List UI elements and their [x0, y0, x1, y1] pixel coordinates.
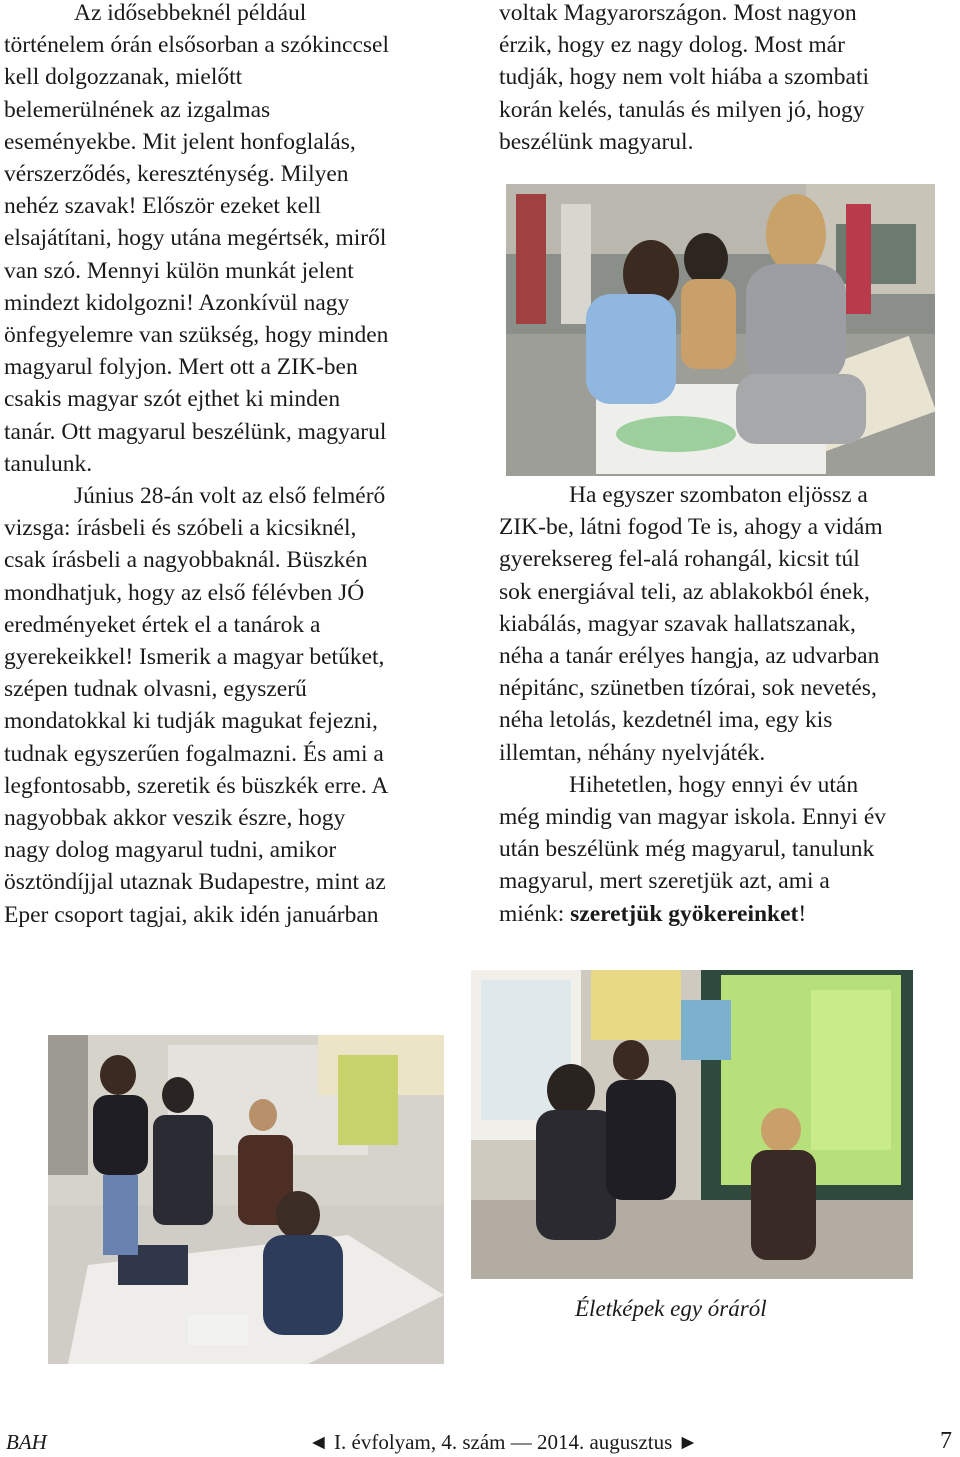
text-line: történelem órán elsősorban a szókinccsel [4, 32, 389, 59]
text-line: gyereksereg fel-alá rohangál, kicsit túl [499, 546, 860, 573]
left-column [4, 0, 474, 931]
photo-classroom-presentation [471, 970, 913, 1279]
text-line: csak írásbeli a nagyobbaknál. Büszkén [4, 547, 368, 574]
text-line-last [499, 898, 957, 930]
text-line: sok energiával teli, az ablakokból ének, [499, 578, 870, 605]
text-line: kell dolgozzanak, mielőtt [4, 64, 243, 91]
right-column-top [499, 0, 957, 158]
text-line: önfegyelemre van szükség, hogy minden [4, 322, 389, 349]
text-line: még mindig van magyar iskola. Ennyi év [499, 804, 887, 831]
text-line: beszélünk magyarul. [499, 128, 694, 155]
text-line: voltak Magyarországon. Most nagyon [499, 0, 857, 26]
text-line: korán kelés, tanulás és milyen jó, hogy [499, 96, 865, 123]
footer-issue-info: ◄ I. évfolyam, 4. szám — 2014. augusztus ► [308, 1430, 699, 1454]
text-line: elsajátítani, hogy utána megértsék, miről [4, 225, 387, 252]
text-fragment: ! [798, 900, 807, 927]
text-line: néha letolás, kezdetnél ima, egy kis [499, 707, 833, 734]
text-line: illemtan, néhány nyelvjáték. [499, 739, 766, 766]
text-line: mondatokkal ki tudják magukat fejezni, [4, 708, 378, 735]
text-line: Hihetetlen, hogy ennyi év után [569, 771, 859, 798]
text-line: tanár. Ott magyarul beszélünk, magyarul [4, 418, 387, 445]
text-line: vérszerződés, kereszténység. Milyen [4, 161, 349, 188]
text-line: gyerekeikkel! Ismerik a magyar betűket, [4, 644, 385, 671]
text-line: után beszélünk még magyarul, tanulunk [499, 836, 875, 863]
text-line: csakis magyar szót ejthet ki minden [4, 386, 341, 413]
text-line: mondhatjuk, hogy az első félévben JÓ [4, 579, 365, 606]
text-line: eseményekbe. Mit jelent honfoglalás, [4, 128, 356, 155]
text-fragment: miénk: [499, 900, 571, 927]
text-line: nehéz szavak! Először ezeket kell [4, 193, 322, 220]
text-line: kiabálás, magyar szavak hallatszanak, [499, 610, 856, 637]
text-line: népitánc, szünetben tízórai, sok nevetés, [499, 675, 877, 702]
text-line: tudják, hogy nem volt hiába a szombati [499, 64, 870, 91]
text-line: nagy dolog magyarul tudni, amikor [4, 837, 337, 864]
text-line: nagyobbak akkor veszik észre, hogy [4, 805, 346, 832]
page-number: 7 [940, 1428, 952, 1454]
text-line: ZIK-be, látni fogod Te is, ahogy a vidám [499, 514, 883, 541]
photo-children-poster [506, 184, 935, 476]
text-line: magyarul, mert szeretjük azt, ami a [499, 868, 830, 895]
text-line: szépen tudnak olvasni, egyszerű [4, 676, 307, 703]
text-line: vizsga: írásbeli és szóbeli a kicsiknél, [4, 515, 357, 542]
photo-caption: Életképek egy óráról [575, 1296, 767, 1321]
text-line: van szó. Mennyi külön munkát jelent [4, 257, 354, 284]
text-line: legfontosabb, szeretik és büszkék erre. A [4, 772, 389, 799]
emphasis-text: szeretjük gyökereinket [570, 900, 799, 927]
text-line: ösztöndíjjal utaznak Budapestre, mint az [4, 869, 386, 896]
text-line: magyarul folyjon. Mert ott a ZIK-ben [4, 354, 358, 381]
text-line: eredményeket értek el a tanárok a [4, 611, 321, 638]
text-line: Az idősebbeknél például [74, 0, 307, 26]
text-line: belemerülnének az izgalmas [4, 96, 271, 123]
text-line: néha a tanár erélyes hangja, az udvarban [499, 643, 880, 670]
footer-logo-text: BAH [6, 1430, 47, 1454]
text-line: érzik, hogy ez nagy dolog. Most már [499, 32, 845, 59]
text-line: Eper csoport tagjai, akik idén januárban [4, 901, 379, 928]
text-line: tudnak egyszerűen fogalmazni. És ami a [4, 740, 384, 767]
photo-classroom-costumes [48, 1035, 444, 1364]
text-line: Június 28-án volt az első felmérő [74, 483, 386, 510]
text-line: Ha egyszer szombaton eljössz a [569, 482, 868, 508]
text-line: tanulunk. [4, 450, 93, 477]
right-column-bottom [499, 479, 957, 930]
text-line: mindezt kidolgozni! Azonkívül nagy [4, 289, 350, 316]
